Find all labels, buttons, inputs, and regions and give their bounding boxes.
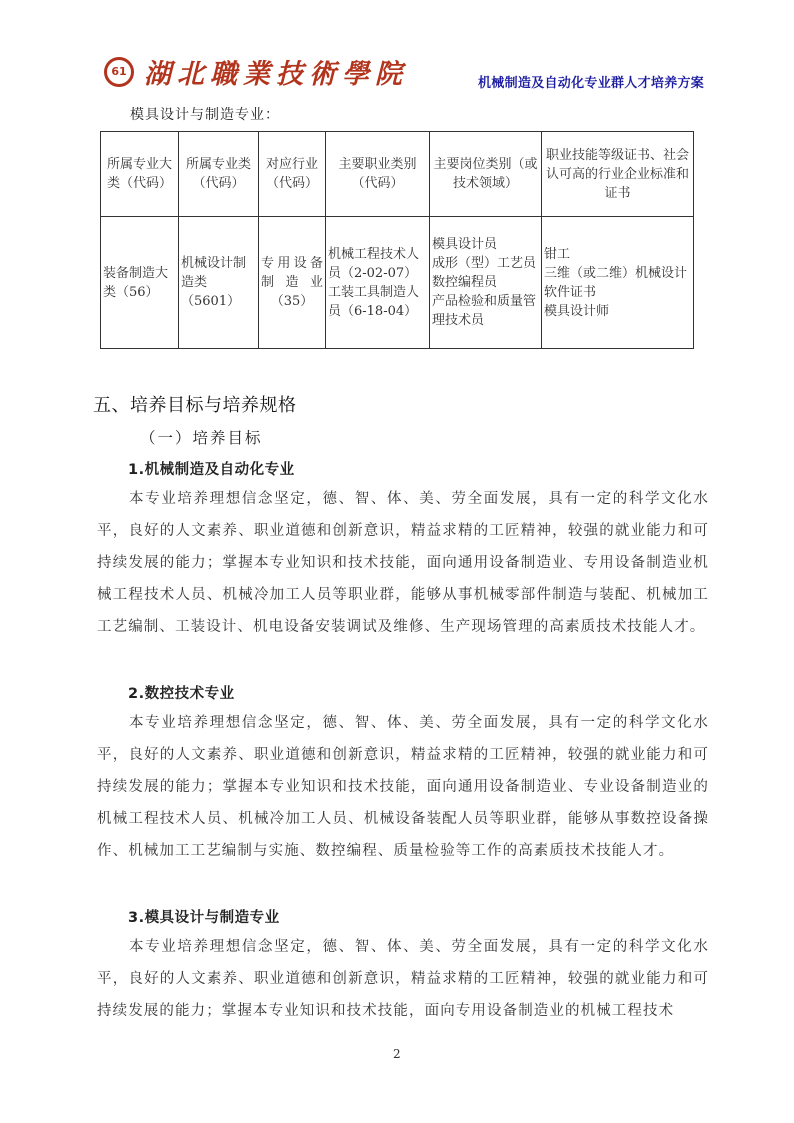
header-cell: 对应行业（代码） [259, 132, 326, 217]
cell-text: 机械工程技术人员（2-02-07） [328, 246, 420, 281]
cell-text: 机械设计制造类（5601） [181, 256, 247, 309]
header-cell: 所属专业大类（代码） [101, 132, 179, 217]
table-caption: 模具设计与制造专业： [130, 107, 280, 123]
table-cell [179, 217, 259, 349]
cell-text: 模具设计师 [544, 303, 610, 319]
table-cell [542, 217, 694, 349]
cell-text: 专用设备制造业（35） [261, 256, 323, 309]
subsection-title: （一）培养目标 [140, 429, 263, 447]
cell-text: 产品检验和质量管理技术员 [432, 294, 537, 328]
cell-text: 工装工具制造人员（6-18-04） [328, 284, 420, 319]
header-cell: 主要岗位类别（或技术领域） [430, 132, 542, 217]
major-description: 本专业培养理想信念坚定，德、智、体、美、劳全面发展，具有一定的科学文化水平，良好的人文素养、职业道德和创新意识，精益求精的工匠精神，较强的就业能力和可持续发展的能力；掌握本专业知识和技术技能，面向通用设备制造业、专业设备制造业的机械工程技术人员、机械冷加工人员、机械设备装配人员等职业群，能够从事数控设备操作、机械加工工艺编制与实施、数控编程、质量检验等工作的高素质技术技能人才。 [97, 715, 709, 859]
table-cell [259, 217, 326, 349]
school-name: 湖北職業技術學院 [144, 59, 408, 90]
major-heading: 3.模具设计与制造专业 [128, 910, 280, 926]
table-cell [101, 217, 179, 349]
document-title: 机械制造及自动化专业群人才培养方案 [478, 76, 705, 91]
school-logo [104, 52, 408, 91]
cell-text: 成形（型）工艺员 [432, 256, 537, 271]
cell-text: 数控编程员 [432, 275, 498, 290]
major-heading: 1.机械制造及自动化专业 [128, 462, 295, 478]
table-header-row [101, 132, 694, 217]
header-cell: 职业技能等级证书、社会认可高的行业企业标准和证书 [542, 132, 694, 217]
table-cell [326, 217, 430, 349]
major-heading: 2.数控技术专业 [128, 686, 235, 702]
major-description: 本专业培养理想信念坚定，德、智、体、美、劳全面发展，具有一定的科学文化水平，良好的人文素养、职业道德和创新意识，精益求精的工匠精神，较强的就业能力和可持续发展的能力；掌握本专业知识和技术技能，面向通用设备制造业、专用设备制造业机械工程技术人员、机械冷加工人员等职业群，能够从事机械零部件制造与装配、机械加工工艺编制、工装设计、机电设备安装调试及维修、生产现场管理的高素质技术技能人才。 [97, 491, 709, 635]
header-cell: 主要职业类别（代码） [326, 132, 430, 217]
section-title: 五、培养目标与培养规格 [93, 395, 297, 416]
major-description: 本专业培养理想信念坚定，德、智、体、美、劳全面发展，具有一定的科学文化水平，良好的人文素养、职业道德和创新意识，精益求精的工匠精神，较强的就业能力和可持续发展的能力；掌握本专业知识和技术技能，面向专用设备制造业的机械工程技术 [97, 939, 709, 1019]
cell-text: 模具设计员 [432, 237, 498, 252]
cell-text: 钳工 [544, 246, 571, 262]
cell-text: 三维（或二维）机械设计软件证书 [544, 265, 688, 300]
header-cell: 所属专业类（代码） [179, 132, 259, 217]
school-emblem-icon: 61 [104, 57, 134, 87]
major-info-table [100, 131, 694, 349]
page-number: 2 [393, 1047, 401, 1061]
table-row [101, 217, 694, 349]
cell-text: 装备制造大类（56） [103, 265, 169, 300]
table-cell [430, 217, 542, 349]
